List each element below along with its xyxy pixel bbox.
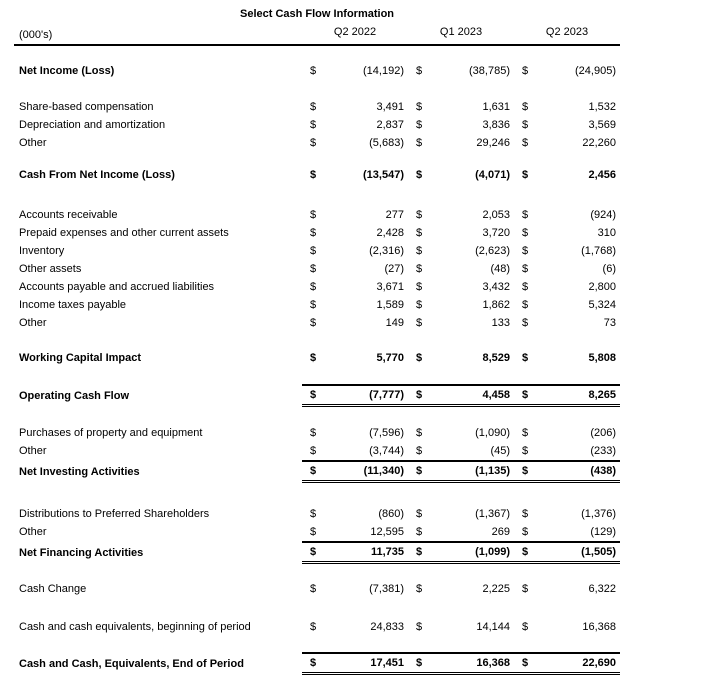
row-values	[302, 206, 620, 224]
currency-symbol: $	[522, 526, 529, 538]
currency-symbol: $	[522, 657, 529, 669]
value-cell: (45)	[490, 445, 510, 457]
row-label: Operating Cash Flow	[19, 389, 130, 402]
row-values	[302, 278, 620, 296]
value-cell: (1,505)	[581, 546, 616, 558]
row-values	[302, 296, 620, 314]
value-cell: (2,623)	[475, 245, 510, 257]
value-cell: 17,451	[370, 657, 404, 669]
table-row-net-financing-activities	[14, 541, 620, 564]
table-header-row	[14, 22, 620, 46]
value-cell: 3,569	[588, 119, 616, 131]
value-cell: (129)	[590, 526, 616, 538]
value-cell: 2,225	[482, 583, 510, 595]
currency-symbol: $	[416, 245, 423, 257]
value-cell: (5,683)	[369, 137, 404, 149]
table-row-net-income	[14, 62, 620, 80]
table-row-cash-from-net-income	[14, 166, 620, 184]
row-label: Other assets	[19, 263, 82, 275]
table-row-accounts-payable	[14, 278, 620, 296]
row-values	[302, 224, 620, 242]
row-values	[302, 505, 620, 523]
currency-symbol: $	[416, 65, 423, 77]
value-cell: 8,529	[482, 352, 510, 364]
row-label: Cash and cash equivalents, beginning of period	[19, 621, 251, 633]
row-values	[302, 166, 620, 184]
currency-symbol: $	[416, 281, 423, 293]
currency-symbol: $	[416, 427, 423, 439]
row-values	[302, 618, 620, 636]
table-row-purchases-ppe	[14, 424, 620, 442]
spacer	[14, 46, 620, 62]
currency-symbol: $	[310, 227, 317, 239]
value-cell: (1,376)	[581, 508, 616, 520]
value-cell: 5,324	[588, 299, 616, 311]
report-content	[14, 6, 620, 675]
row-values	[302, 580, 620, 598]
table-row-cash-change	[14, 580, 620, 598]
currency-symbol: $	[416, 445, 423, 457]
value-cell: 11,735	[370, 546, 404, 558]
row-values	[302, 62, 620, 80]
currency-symbol: $	[522, 621, 529, 633]
value-cell: (206)	[590, 427, 616, 439]
value-cell: 269	[491, 526, 510, 538]
value-cell: 1,631	[482, 101, 510, 113]
value-cell: 3,432	[482, 281, 510, 293]
spacer	[14, 152, 620, 166]
row-values	[302, 116, 620, 134]
column-header-q2-2022: Q2 2022	[333, 25, 377, 38]
row-label: Cash Change	[19, 583, 87, 595]
row-label: Purchases of property and equipment	[19, 427, 203, 439]
value-cell: 6,322	[588, 583, 616, 595]
spacer	[14, 80, 620, 98]
value-cell: (38,785)	[469, 65, 510, 77]
row-values	[302, 98, 620, 116]
currency-symbol: $	[416, 263, 423, 275]
row-label: Other	[19, 317, 47, 329]
value-cell: 22,260	[582, 137, 616, 149]
currency-symbol: $	[416, 169, 423, 181]
value-cell: 2,837	[376, 119, 404, 131]
currency-symbol: $	[416, 583, 423, 595]
value-cell: 3,720	[482, 227, 510, 239]
currency-symbol: $	[310, 657, 317, 669]
currency-symbol: $	[310, 101, 317, 113]
value-cell: 24,833	[370, 621, 404, 633]
row-label: Accounts payable and accrued liabilities	[19, 281, 215, 293]
value-cell: (2,316)	[369, 245, 404, 257]
currency-symbol: $	[416, 137, 423, 149]
value-cell: (13,547)	[363, 169, 404, 181]
currency-symbol: $	[416, 621, 423, 633]
currency-symbol: $	[416, 657, 423, 669]
currency-symbol: $	[416, 546, 423, 558]
currency-symbol: $	[522, 65, 529, 77]
value-cell: (233)	[590, 445, 616, 457]
value-cell: (3,744)	[369, 445, 404, 457]
spacer	[14, 184, 620, 206]
table-row-accounts-receivable	[14, 206, 620, 224]
currency-symbol: $	[416, 352, 423, 364]
value-cell: 1,589	[376, 299, 404, 311]
row-label: Net Investing Activities	[19, 465, 140, 478]
spacer	[14, 407, 620, 424]
value-cell: (860)	[378, 508, 404, 520]
value-cell: (7,777)	[369, 389, 404, 401]
value-cell: 3,836	[482, 119, 510, 131]
value-cell: 5,770	[376, 352, 404, 364]
value-cell: (1,135)	[475, 465, 510, 477]
row-values	[302, 460, 620, 483]
table-row-net-investing-activities	[14, 460, 620, 483]
value-cell: (7,381)	[369, 583, 404, 595]
value-cell: (1,090)	[475, 427, 510, 439]
value-cell: 1,532	[588, 101, 616, 113]
value-cell: 2,053	[482, 209, 510, 221]
table-row-cash-end-of-period	[14, 652, 620, 675]
currency-symbol: $	[522, 352, 529, 364]
currency-symbol: $	[522, 427, 529, 439]
currency-symbol: $	[522, 137, 529, 149]
currency-symbol: $	[522, 583, 529, 595]
value-cell: 1,862	[482, 299, 510, 311]
currency-symbol: $	[310, 445, 317, 457]
row-values	[302, 652, 620, 675]
value-cell: (1,367)	[475, 508, 510, 520]
currency-symbol: $	[416, 119, 423, 131]
row-label: Accounts receivable	[19, 209, 118, 221]
value-cell: 29,246	[476, 137, 510, 149]
table-row-other-income	[14, 134, 620, 152]
row-label: Net Financing Activities	[19, 546, 144, 559]
currency-symbol: $	[310, 245, 317, 257]
currency-symbol: $	[522, 169, 529, 181]
table-row-inventory	[14, 242, 620, 260]
currency-symbol: $	[522, 209, 529, 221]
value-cell: 22,690	[582, 657, 616, 669]
value-cell: (24,905)	[575, 65, 616, 77]
currency-symbol: $	[310, 389, 317, 401]
value-cell: 5,808	[588, 352, 616, 364]
currency-symbol: $	[416, 389, 423, 401]
currency-symbol: $	[522, 389, 529, 401]
currency-symbol: $	[310, 119, 317, 131]
value-cell: (6)	[602, 263, 616, 275]
value-cell: 310	[597, 227, 616, 239]
currency-symbol: $	[310, 508, 317, 520]
spacer	[14, 598, 620, 618]
value-cell: (1,099)	[475, 546, 510, 558]
currency-symbol: $	[416, 526, 423, 538]
row-label: Share-based compensation	[19, 101, 154, 113]
row-label: Working Capital Impact	[19, 352, 142, 364]
currency-symbol: $	[310, 352, 317, 364]
currency-symbol: $	[416, 299, 423, 311]
currency-symbol: $	[416, 101, 423, 113]
spacer	[14, 564, 620, 580]
row-label: Cash From Net Income (Loss)	[19, 169, 175, 181]
value-cell: (7,596)	[369, 427, 404, 439]
currency-symbol: $	[310, 465, 317, 477]
value-cell: (14,192)	[363, 65, 404, 77]
value-cell: (48)	[490, 263, 510, 275]
currency-symbol: $	[310, 263, 317, 275]
row-label: Net Income (Loss)	[19, 65, 115, 77]
table-row-other-financing	[14, 523, 620, 541]
row-values	[302, 314, 620, 332]
value-cell: 277	[385, 209, 404, 221]
row-label: Other	[19, 137, 47, 149]
value-cell: 4,458	[482, 389, 510, 401]
currency-symbol: $	[310, 546, 317, 558]
currency-symbol: $	[310, 299, 317, 311]
currency-symbol: $	[416, 465, 423, 477]
value-cell: 14,144	[476, 621, 510, 633]
table-row-income-taxes-payable	[14, 296, 620, 314]
currency-symbol: $	[522, 465, 529, 477]
table-row-prepaid-expenses	[14, 224, 620, 242]
value-cell: 133	[491, 317, 510, 329]
row-values	[302, 442, 620, 460]
currency-symbol: $	[522, 546, 529, 558]
column-header-q1-2023: Q1 2023	[439, 25, 483, 38]
currency-symbol: $	[310, 209, 317, 221]
currency-symbol: $	[310, 137, 317, 149]
currency-symbol: $	[310, 317, 317, 329]
table-row-cash-beginning-of-period	[14, 618, 620, 636]
value-cell: (11,340)	[363, 465, 404, 477]
value-cell: 2,800	[588, 281, 616, 293]
currency-symbol: $	[416, 508, 423, 520]
spacer	[14, 367, 620, 384]
value-cell: (4,071)	[475, 169, 510, 181]
value-cell: 2,456	[588, 169, 616, 181]
units-label: (000's)	[19, 29, 53, 41]
currency-symbol: $	[522, 281, 529, 293]
currency-symbol: $	[310, 169, 317, 181]
table-row-other-assets	[14, 260, 620, 278]
currency-symbol: $	[522, 263, 529, 275]
currency-symbol: $	[522, 317, 529, 329]
table-row-distributions-preferred	[14, 505, 620, 523]
row-values	[302, 523, 620, 541]
table-row-share-based-compensation	[14, 98, 620, 116]
row-label: Prepaid expenses and other current assets	[19, 227, 229, 239]
row-values	[302, 349, 620, 367]
spacer	[14, 636, 620, 652]
header-columns	[302, 22, 620, 41]
currency-symbol: $	[310, 427, 317, 439]
row-label: Distributions to Preferred Shareholders	[19, 508, 210, 520]
value-cell: 16,368	[582, 621, 616, 633]
value-cell: 2,428	[376, 227, 404, 239]
row-values	[302, 384, 620, 407]
page-title: Select Cash Flow Information	[239, 8, 395, 20]
value-cell: 149	[385, 317, 404, 329]
currency-symbol: $	[310, 621, 317, 633]
table-row-depreciation-amortization	[14, 116, 620, 134]
row-label: Cash and Cash, Equivalents, End of Period	[19, 657, 244, 670]
value-cell: 16,368	[476, 657, 510, 669]
currency-symbol: $	[522, 508, 529, 520]
value-cell: (924)	[590, 209, 616, 221]
value-cell: (1,768)	[581, 245, 616, 257]
spacer	[14, 332, 620, 349]
value-cell: 3,491	[376, 101, 404, 113]
spacer	[14, 483, 620, 505]
value-cell: 73	[603, 317, 616, 329]
currency-symbol: $	[522, 245, 529, 257]
value-cell: (27)	[384, 263, 404, 275]
value-cell: 3,671	[376, 281, 404, 293]
currency-symbol: $	[310, 526, 317, 538]
table-row-operating-cash-flow	[14, 384, 620, 407]
currency-symbol: $	[310, 583, 317, 595]
currency-symbol: $	[416, 227, 423, 239]
currency-symbol: $	[416, 209, 423, 221]
currency-symbol: $	[310, 281, 317, 293]
value-cell: 12,595	[370, 526, 404, 538]
row-label: Depreciation and amortization	[19, 119, 166, 131]
value-cell: (438)	[590, 465, 616, 477]
row-values	[302, 242, 620, 260]
table-row-working-capital-impact	[14, 349, 620, 367]
currency-symbol: $	[522, 119, 529, 131]
currency-symbol: $	[522, 227, 529, 239]
currency-symbol: $	[522, 299, 529, 311]
column-header-q2-2023: Q2 2023	[545, 25, 589, 38]
row-values	[302, 424, 620, 442]
table-row-other-investing	[14, 442, 620, 460]
table-row-other-working-capital	[14, 314, 620, 332]
row-label: Income taxes payable	[19, 299, 127, 311]
currency-symbol: $	[416, 317, 423, 329]
currency-symbol: $	[522, 101, 529, 113]
row-label: Other	[19, 526, 47, 538]
row-label: Other	[19, 445, 47, 457]
currency-symbol: $	[310, 65, 317, 77]
row-values	[302, 541, 620, 564]
row-label: Inventory	[19, 245, 65, 257]
currency-symbol: $	[522, 445, 529, 457]
row-values	[302, 260, 620, 278]
value-cell: 8,265	[588, 389, 616, 401]
row-values	[302, 134, 620, 152]
